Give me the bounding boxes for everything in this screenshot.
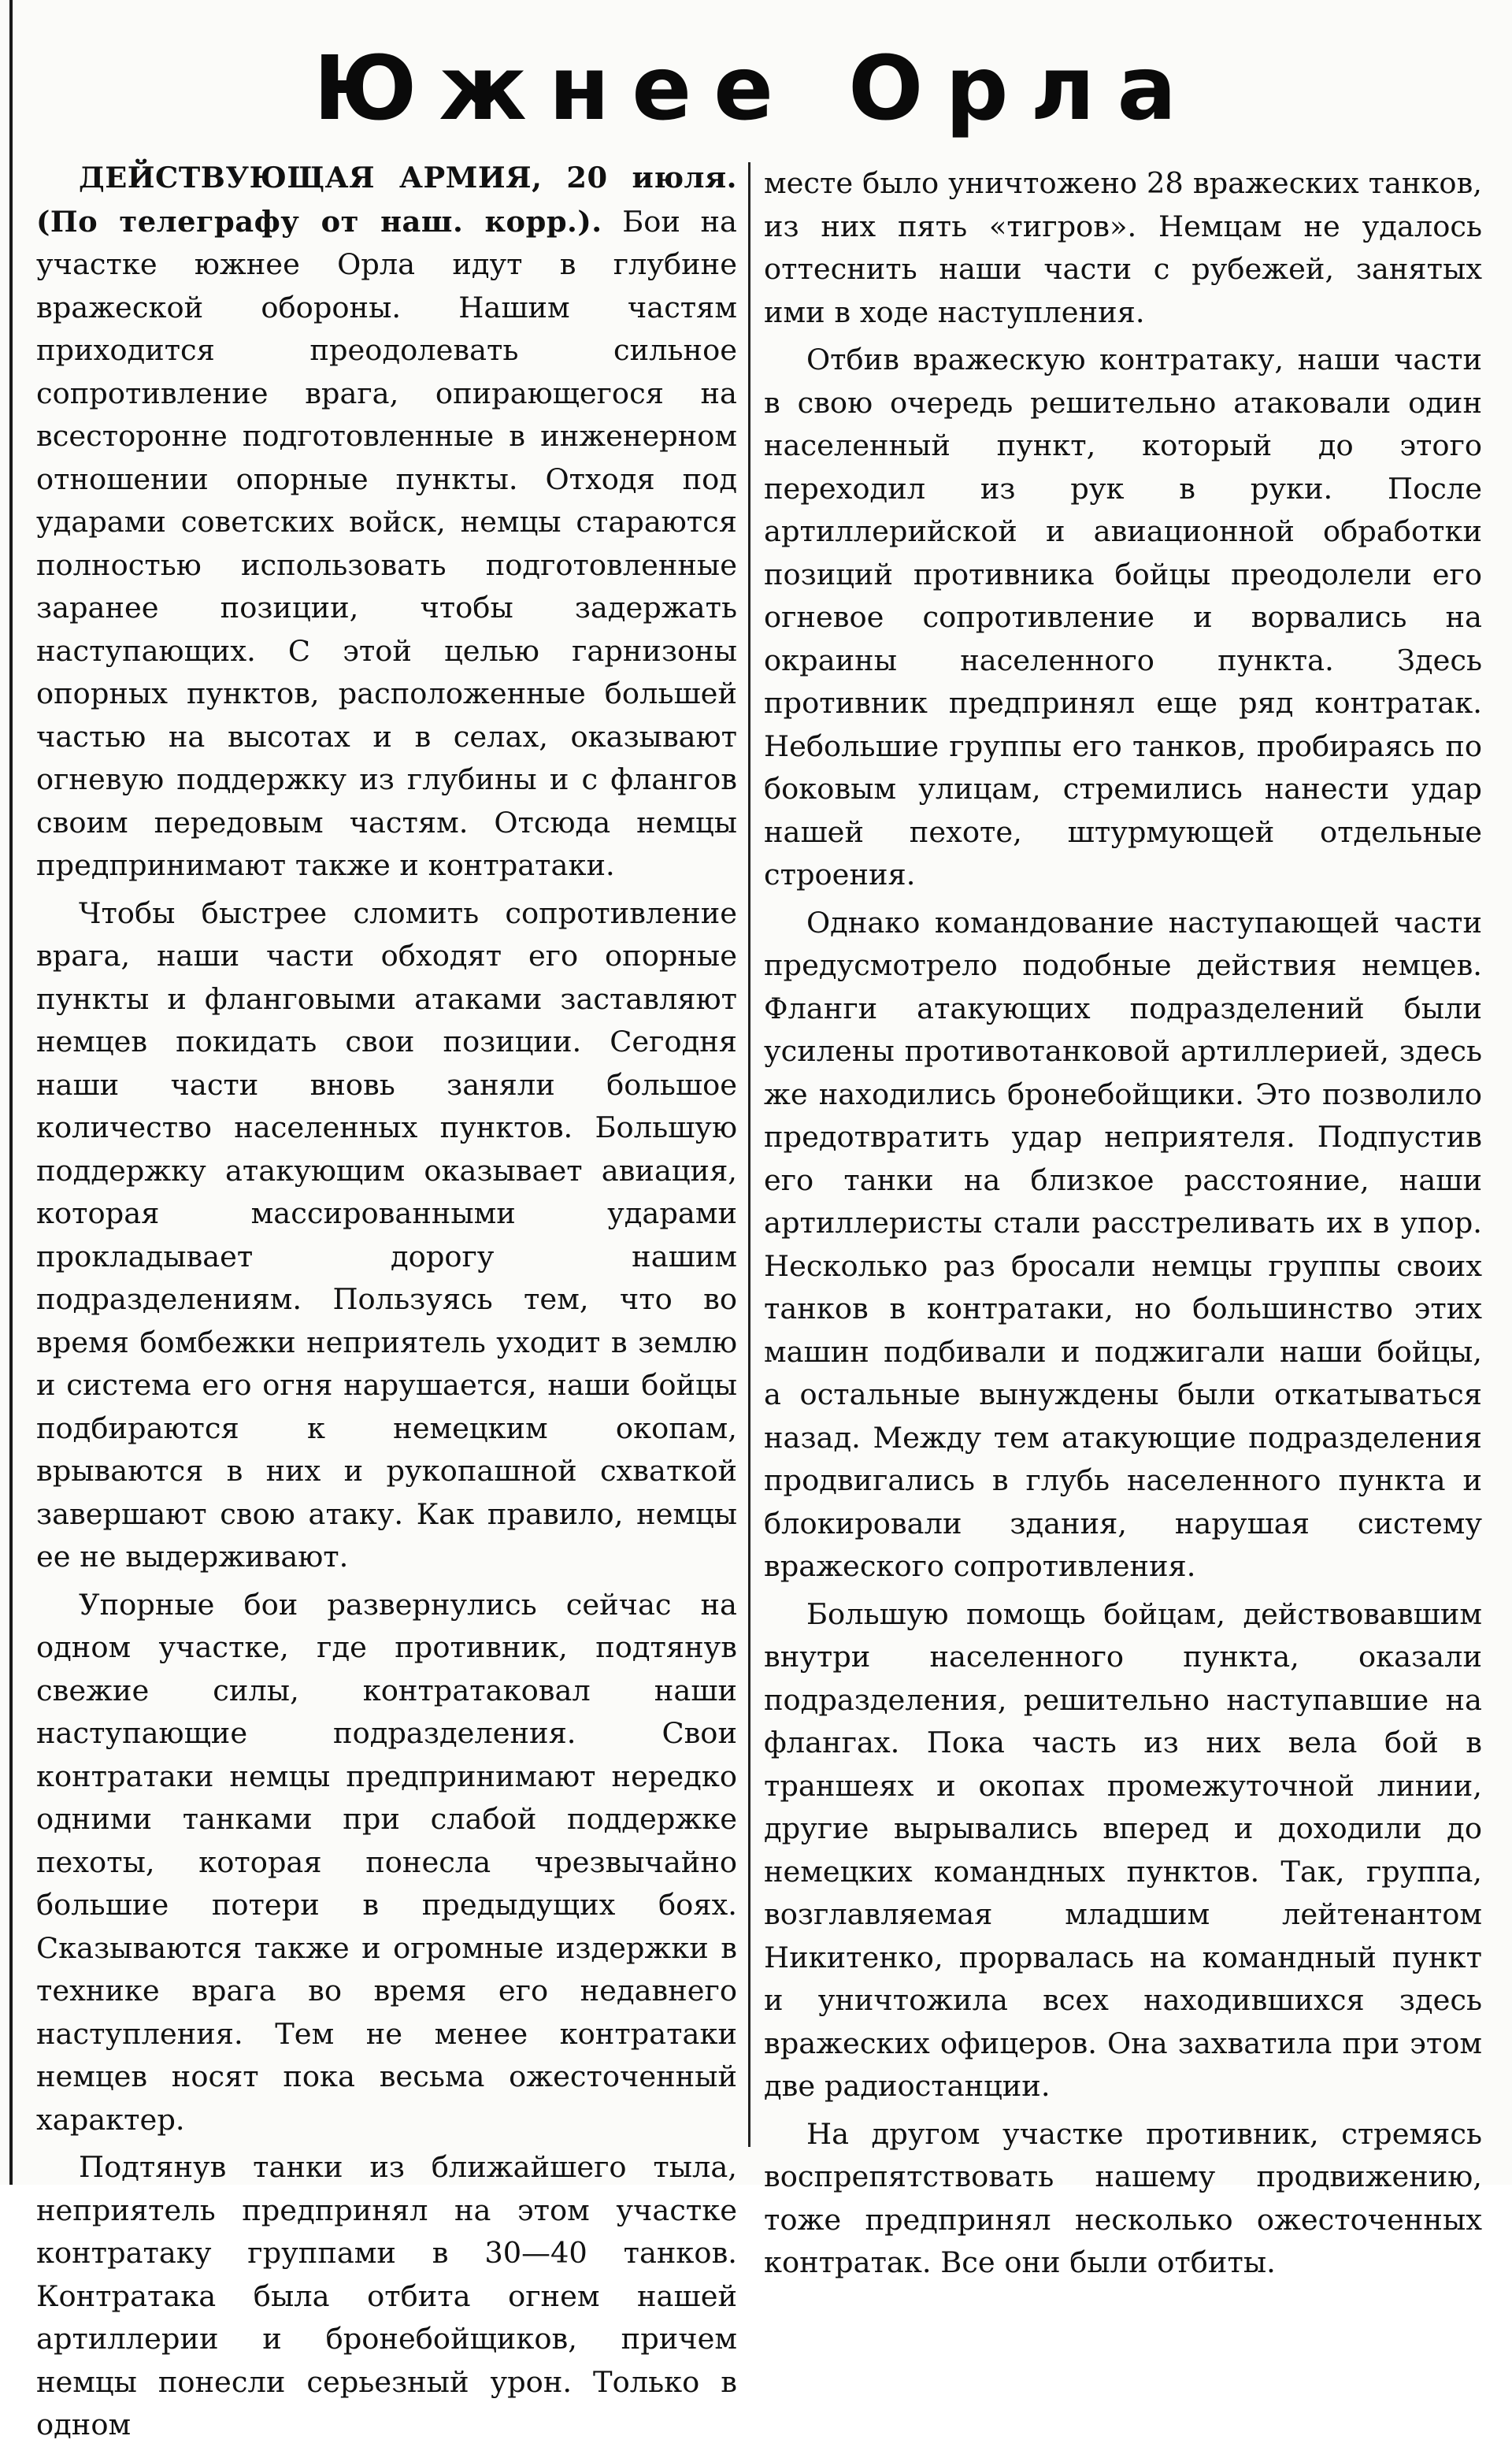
paragraph: Упорные бои развернулись сейчас на одном участке, где противник, подтянув свежие силы, контратаковал наши наступающие подразделения. Свои контратаки немцы предпринимают нередко одними танками при слабой поддержке пехоты, которая понесла чрезвычайно большие потери в предыдущих боях. Сказываются также и огромные издержки в технике врага во время его недавнего наступления. Тем не менее контратаки немцев носят пока весьма ожесточенный характер. [36, 1587, 737, 2137]
paragraph [36, 156, 737, 888]
page-edge-rule [9, 0, 13, 2185]
paragraph: Отбив вражескую контратаку, наши части в свою очередь решительно атаковали один населенный пункт, который до этого переходил из рук в руки. После артиллерийской и авиационной обработки позиций противника бойцы преодолели его огневое сопротивление и ворвались на окраины населенного пункта. Здесь противник предпринял еще ряд контратак. Небольшие группы его танков, пробираясь по боковым улицам, стремились нанести удар нашей пехоте, штурмующей отдельные строения. [764, 343, 1482, 892]
paragraph: Большую помощь бойцам, действовавшим внутри населенного пункта, оказали подразделения, решительно наступавшие на флангах. Пока часть из них вела бой в траншеях и окопах промежуточной линии, другие вырывались вперед и доходили до немецких командных пунктов. Так, группа, возглавляемая младшим лейтенантом Никитенко, прорвалась на командный пункт и уничтожила всех находившихся здесь вражеских офицеров. Она захватила при этом две радиостанции. [764, 1596, 1482, 2103]
paragraph-continued: месте было уничтожено 28 вражеских танков, из них пять «тигров». Немцам не удалось оттеснить наши части с рубежей, занятых ими в ходе наступления. [764, 166, 1482, 329]
paragraph-text: Бои на участке южнее Орла идут в глубине вражеской обороны. Нашим частям приходится преодолевать сильное сопротивление врага, опирающегося на всесторонне подготовленные в инженерном отношении опорные пункты. Отходя под ударами советских войск, немцы стараются полностью использовать подготовленные заранее позиции, чтобы задержать наступающих. С этой целью гарнизоны опорных пунктов, расположенные большей частью на высотах и в селах, оказывают огневую поддержку из глубины и с флангов своим передовым частям. Отсюда немцы предпринимают также и контратаки. [36, 204, 737, 882]
paragraph: Чтобы быстрее сломить сопротивление врага, наши части обходят его опорные пункты и фланговыми атаками заставляют немцев покидать свои позиции. Сегодня наши части вновь заняли большое количество населенных пунктов. Большую поддержку атакующим оказывает авиация, которая массированными ударами прокладывает дорогу нашим подразделениям. Пользуясь тем, что во время бомбежки неприятель уходит в землю и система его огня нарушается, наши бойцы подбираются к немецким окопам, врываются в них и рукопашной схваткой завершают свою атаку. Как правило, немцы ее не выдерживают. [36, 895, 737, 1574]
article-headline: Южнее Орла [313, 38, 1199, 140]
paragraph: Подтянув танки из ближайшего тыла, неприятель предпринял на этом участке контратаку группами в 30—40 танков. Контратака была отбита огнем нашей артиллерии и бронебойщиков, причем немцы понесли серьезный урон. Только в одном [36, 2150, 737, 2441]
article-dateline: ДЕЙСТВУЮЩАЯ АРМИЯ, 20 июля. (По телеграфу от наш. корр.). [36, 160, 737, 239]
paragraph: Однако командование наступающей части предусмотрело подобные действия немцев. Фланги атакующих подразделений были усилены противотанковой артиллерией, здесь же находились бронебойщики. Это позволило предотвратить удар неприятеля. Подпустив его танки на близкое расстояние, наши артиллеристы стали расстреливать их в упор. Несколько раз бросали немцы группы своих танков в контратаки, но большинство этих машин подбивали и поджигали наши бойцы, а остальные вынуждены были откатываться назад. Между тем атакующие подразделения продвигались в глубь населенного пункта и блокировали здания, нарушая систему вражеского сопротивления. [764, 905, 1482, 1583]
column-divider [748, 162, 750, 2147]
article-column-right [764, 162, 1482, 2279]
article-column-left [36, 156, 737, 2441]
paragraph: На другом участке противник, стремясь воспрепятствовать нашему продвижению, тоже предпринял несколько ожесточенных контратак. Все они были отбиты. [764, 2116, 1482, 2279]
